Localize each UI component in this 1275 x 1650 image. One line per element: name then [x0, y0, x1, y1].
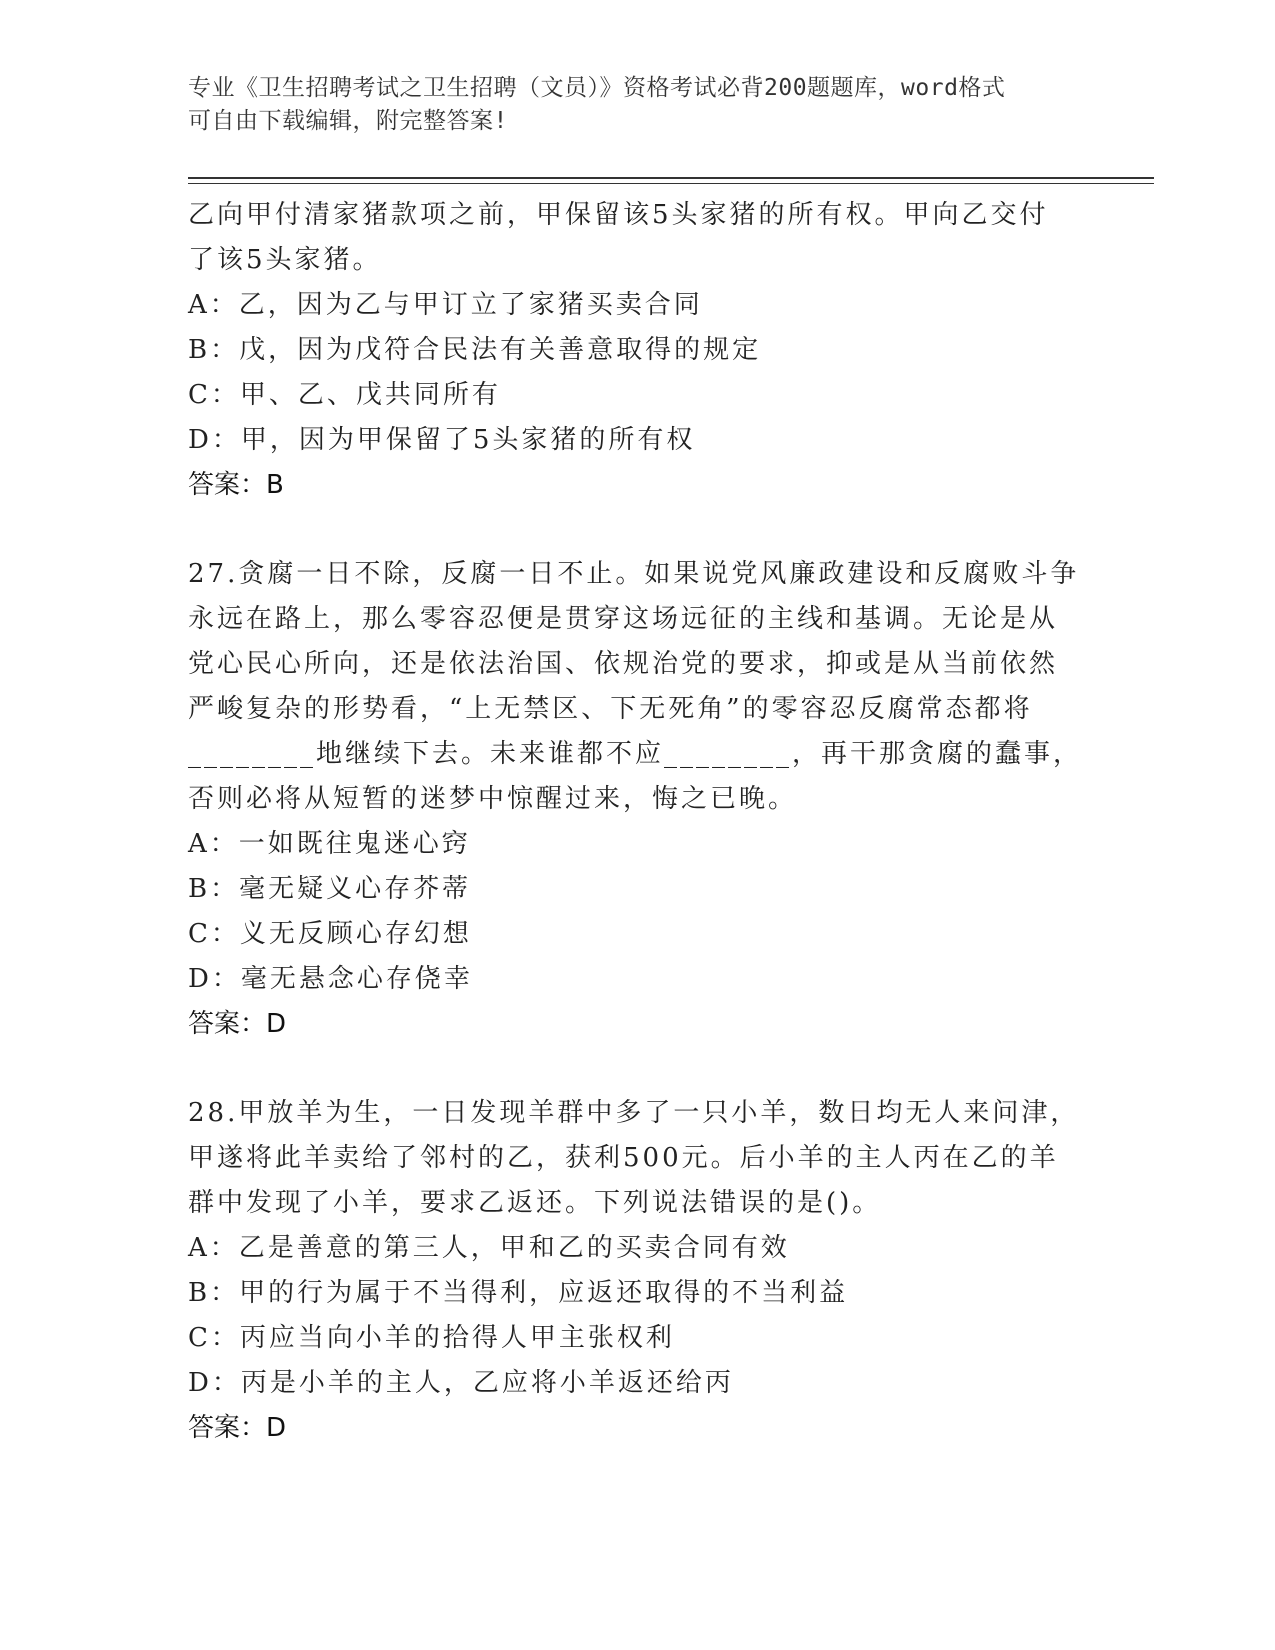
- option-b: B：戊，因为戊符合民法有关善意取得的规定: [188, 335, 762, 365]
- option-d: D：丙是小羊的主人，乙应将小羊返还给丙: [188, 1368, 734, 1398]
- question-26: [188, 193, 1088, 508]
- question-text-line: ________地继续下去。未来谁都不应________，再干那贪腐的蠢事，: [188, 739, 1083, 769]
- question-text-line: 群中发现了小羊，要求乙返还。下列说法错误的是()。: [188, 1188, 882, 1218]
- document-body: [188, 193, 1088, 1451]
- option-c: C：义无反顾心存幻想: [188, 919, 472, 949]
- question-text-line: 永远在路上，那么零容忍便是贯穿这场远征的主线和基调。无论是从: [188, 604, 1059, 634]
- question-text-line: 乙向甲付清家猪款项之前，甲保留该5头家猪的所有权。甲向乙交付: [188, 200, 1049, 230]
- option-a: A：乙，因为乙与甲订立了家猪买卖合同: [188, 290, 703, 320]
- document-header: [188, 72, 1088, 138]
- option-c: C：甲、乙、戊共同所有: [188, 380, 501, 410]
- question-text-line: 严峻复杂的形势看，“上无禁区、下无死角”的零容忍反腐常态都将: [188, 694, 1033, 724]
- question-text-line: 了该5头家猪。: [188, 245, 382, 275]
- question-text-line: 否则必将从短暂的迷梦中惊醒过来，悔之已晚。: [188, 784, 798, 814]
- question-27: [188, 552, 1088, 1047]
- header-line-2: 可自由下载编辑，附完整答案!: [188, 108, 508, 134]
- header-line-1: 专业《卫生招聘考试之卫生招聘（文员）》资格考试必背200题题库，word格式: [188, 75, 1006, 101]
- spacer: [188, 508, 1088, 552]
- option-c: C：丙应当向小羊的拾得人甲主张权利: [188, 1323, 675, 1353]
- option-b: B：毫无疑义心存芥蒂: [188, 874, 472, 904]
- option-b: B：甲的行为属于不当得利，应返还取得的不当利益: [188, 1278, 849, 1308]
- spacer: [188, 1047, 1088, 1091]
- answer: 答案：B: [188, 470, 284, 500]
- answer: 答案：D: [188, 1009, 287, 1039]
- question-text-line: 甲遂将此羊卖给了邻村的乙，获利500元。后小羊的主人丙在乙的羊: [188, 1143, 1059, 1173]
- header-rule-thin: [188, 183, 1154, 184]
- question-text-line: 党心民心所向，还是依法治国、依规治党的要求，抑或是从当前依然: [188, 649, 1059, 679]
- answer: 答案：D: [188, 1413, 287, 1443]
- question-text-line: 28.甲放羊为生，一日发现羊群中多了一只小羊，数日均无人来问津，: [188, 1098, 1080, 1128]
- question-28: [188, 1091, 1088, 1451]
- option-a: A：乙是善意的第三人，甲和乙的买卖合同有效: [188, 1233, 790, 1263]
- option-d: D：毫无悬念心存侥幸: [188, 964, 473, 994]
- header-rule-thick: [188, 177, 1154, 179]
- option-a: A：一如既往鬼迷心窍: [188, 829, 471, 859]
- question-text-line: 27.贪腐一日不除，反腐一日不止。如果说党风廉政建设和反腐败斗争: [188, 559, 1080, 589]
- option-d: D：甲，因为甲保留了5头家猪的所有权: [188, 425, 696, 455]
